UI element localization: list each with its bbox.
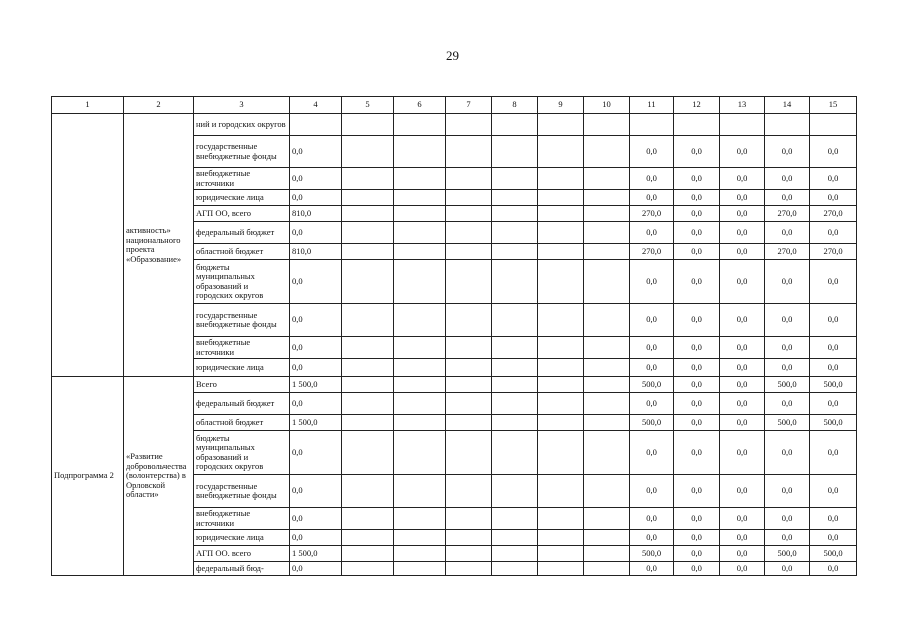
value-cell-13: 0,0 (720, 206, 765, 222)
value-cell-12: 0,0 (674, 206, 720, 222)
funding-source-cell: АГП ОО, всего (194, 206, 290, 222)
value-cell-12: 0,0 (674, 546, 720, 562)
empty-cell (492, 168, 538, 190)
column-header: 14 (765, 97, 810, 114)
empty-cell (446, 475, 492, 508)
empty-cell (446, 508, 492, 530)
empty-cell (492, 337, 538, 359)
value-cell-15: 0,0 (810, 431, 857, 475)
value-cell-15: 500,0 (810, 546, 857, 562)
empty-cell (538, 337, 584, 359)
value-cell-15: 0,0 (810, 393, 857, 415)
column-header: 1 (52, 97, 124, 114)
empty-cell (342, 136, 394, 168)
value-cell-13: 0,0 (720, 168, 765, 190)
empty-cell (394, 475, 446, 508)
value-cell-13: 0,0 (720, 562, 765, 576)
value-cell-4: 1 500,0 (290, 546, 342, 562)
empty-cell (584, 431, 630, 475)
funding-source-cell: федеральный бюджет (194, 222, 290, 244)
table-row (52, 114, 857, 136)
empty-cell (342, 415, 394, 431)
value-cell-11: 0,0 (630, 304, 674, 337)
value-cell-11: 0,0 (630, 508, 674, 530)
empty-cell (584, 546, 630, 562)
value-cell-13: 0,0 (720, 508, 765, 530)
column-header: 10 (584, 97, 630, 114)
value-cell-4: 0,0 (290, 475, 342, 508)
empty-cell (492, 377, 538, 393)
value-cell-14: 500,0 (765, 546, 810, 562)
value-cell-4: 1 500,0 (290, 415, 342, 431)
value-cell-14: 0,0 (765, 222, 810, 244)
value-cell-4: 1 500,0 (290, 377, 342, 393)
value-cell-4: 0,0 (290, 530, 342, 546)
value-cell-4: 0,0 (290, 337, 342, 359)
empty-cell (446, 431, 492, 475)
empty-cell (394, 415, 446, 431)
empty-cell (394, 304, 446, 337)
value-cell-13: 0,0 (720, 136, 765, 168)
value-cell-13: 0,0 (720, 260, 765, 304)
funding-source-cell: юридические лица (194, 359, 290, 377)
value-cell-13: 0,0 (720, 377, 765, 393)
empty-cell (394, 530, 446, 546)
empty-cell (394, 190, 446, 206)
column-header: 6 (394, 97, 446, 114)
value-cell-14: 0,0 (765, 475, 810, 508)
funding-source-cell: внебюджетные источники (194, 337, 290, 359)
value-cell-15: 0,0 (810, 508, 857, 530)
value-cell-11: 0,0 (630, 530, 674, 546)
empty-cell (538, 508, 584, 530)
program-cell: Подпрограмма 2 (52, 377, 124, 576)
value-cell-4 (290, 114, 342, 136)
funding-source-cell: федеральный бюджет (194, 393, 290, 415)
value-cell-11 (630, 114, 674, 136)
empty-cell (538, 546, 584, 562)
empty-cell (492, 415, 538, 431)
value-cell-14: 0,0 (765, 190, 810, 206)
value-cell-4: 810,0 (290, 244, 342, 260)
empty-cell (584, 222, 630, 244)
value-cell-12: 0,0 (674, 304, 720, 337)
empty-cell (492, 206, 538, 222)
empty-cell (446, 377, 492, 393)
empty-cell (394, 546, 446, 562)
empty-cell (342, 337, 394, 359)
value-cell-12: 0,0 (674, 393, 720, 415)
value-cell-15: 0,0 (810, 304, 857, 337)
empty-cell (342, 508, 394, 530)
value-cell-15: 0,0 (810, 136, 857, 168)
table-row (52, 377, 857, 393)
value-cell-15: 0,0 (810, 475, 857, 508)
empty-cell (394, 222, 446, 244)
empty-cell (538, 431, 584, 475)
column-header: 8 (492, 97, 538, 114)
value-cell-14: 0,0 (765, 168, 810, 190)
value-cell-13: 0,0 (720, 431, 765, 475)
empty-cell (492, 244, 538, 260)
empty-cell (492, 136, 538, 168)
empty-cell (538, 260, 584, 304)
funding-source-cell: государственные внебюджетные фонды (194, 475, 290, 508)
empty-cell (584, 206, 630, 222)
value-cell-11: 0,0 (630, 393, 674, 415)
value-cell-11: 0,0 (630, 260, 674, 304)
empty-cell (584, 393, 630, 415)
value-cell-14: 0,0 (765, 260, 810, 304)
value-cell-4: 0,0 (290, 304, 342, 337)
value-cell-12: 0,0 (674, 415, 720, 431)
column-header: 7 (446, 97, 492, 114)
empty-cell (538, 415, 584, 431)
empty-cell (538, 530, 584, 546)
empty-cell (446, 114, 492, 136)
empty-cell (394, 377, 446, 393)
value-cell-4: 0,0 (290, 260, 342, 304)
funding-source-cell: областной бюджет (194, 244, 290, 260)
funding-source-cell: Всего (194, 377, 290, 393)
value-cell-14: 0,0 (765, 431, 810, 475)
empty-cell (492, 562, 538, 576)
empty-cell (584, 190, 630, 206)
funding-source-cell: внебюджетные источники (194, 168, 290, 190)
funding-source-cell: ний и городских округов (194, 114, 290, 136)
value-cell-11: 500,0 (630, 377, 674, 393)
funding-source-cell: федеральный бюд- (194, 562, 290, 576)
value-cell-14: 0,0 (765, 359, 810, 377)
value-cell-15 (810, 114, 857, 136)
value-cell-15: 0,0 (810, 168, 857, 190)
empty-cell (538, 359, 584, 377)
empty-cell (394, 168, 446, 190)
value-cell-13: 0,0 (720, 244, 765, 260)
funding-source-cell: бюджеты муниципальных образований и городских округов (194, 431, 290, 475)
column-header: 11 (630, 97, 674, 114)
empty-cell (394, 337, 446, 359)
value-cell-4: 0,0 (290, 359, 342, 377)
value-cell-4: 0,0 (290, 190, 342, 206)
value-cell-13: 0,0 (720, 337, 765, 359)
value-cell-12: 0,0 (674, 431, 720, 475)
funding-source-cell: бюджеты муниципальных образований и городских округов (194, 260, 290, 304)
value-cell-12: 0,0 (674, 222, 720, 244)
empty-cell (446, 393, 492, 415)
empty-cell (342, 190, 394, 206)
value-cell-14: 0,0 (765, 508, 810, 530)
value-cell-11: 0,0 (630, 222, 674, 244)
value-cell-13 (720, 114, 765, 136)
funding-source-cell: внебюджетные источники (194, 508, 290, 530)
value-cell-11: 270,0 (630, 206, 674, 222)
value-cell-4: 0,0 (290, 222, 342, 244)
funding-source-cell: юридические лица (194, 190, 290, 206)
value-cell-11: 0,0 (630, 168, 674, 190)
value-cell-14: 500,0 (765, 415, 810, 431)
empty-cell (394, 562, 446, 576)
empty-cell (538, 222, 584, 244)
empty-cell (342, 431, 394, 475)
value-cell-13: 0,0 (720, 546, 765, 562)
value-cell-15: 0,0 (810, 260, 857, 304)
empty-cell (492, 530, 538, 546)
value-cell-11: 0,0 (630, 190, 674, 206)
empty-cell (492, 359, 538, 377)
empty-cell (584, 359, 630, 377)
value-cell-14: 500,0 (765, 377, 810, 393)
value-cell-14: 0,0 (765, 136, 810, 168)
empty-cell (446, 337, 492, 359)
empty-cell (584, 136, 630, 168)
empty-cell (584, 530, 630, 546)
value-cell-12 (674, 114, 720, 136)
empty-cell (394, 508, 446, 530)
table-header-row (52, 97, 857, 114)
value-cell-4: 810,0 (290, 206, 342, 222)
column-header: 3 (194, 97, 290, 114)
empty-cell (394, 431, 446, 475)
empty-cell (538, 244, 584, 260)
value-cell-4: 0,0 (290, 393, 342, 415)
funding-source-cell: государственные внебюджетные фонды (194, 304, 290, 337)
value-cell-4: 0,0 (290, 562, 342, 576)
empty-cell (538, 377, 584, 393)
column-header: 13 (720, 97, 765, 114)
value-cell-14: 270,0 (765, 244, 810, 260)
empty-cell (394, 244, 446, 260)
funding-source-cell: юридические лица (194, 530, 290, 546)
empty-cell (394, 114, 446, 136)
value-cell-12: 0,0 (674, 508, 720, 530)
value-cell-13: 0,0 (720, 222, 765, 244)
empty-cell (538, 136, 584, 168)
table-body (52, 114, 857, 576)
value-cell-14: 0,0 (765, 304, 810, 337)
value-cell-14: 0,0 (765, 337, 810, 359)
empty-cell (584, 114, 630, 136)
page-number: 29 (446, 48, 459, 63)
empty-cell (538, 206, 584, 222)
empty-cell (446, 244, 492, 260)
empty-cell (446, 136, 492, 168)
empty-cell (394, 136, 446, 168)
value-cell-14: 0,0 (765, 530, 810, 546)
value-cell-13: 0,0 (720, 475, 765, 508)
value-cell-11: 0,0 (630, 337, 674, 359)
empty-cell (342, 393, 394, 415)
empty-cell (446, 415, 492, 431)
empty-cell (342, 244, 394, 260)
empty-cell (342, 260, 394, 304)
empty-cell (584, 562, 630, 576)
empty-cell (446, 222, 492, 244)
event-name-cell: «Развитие добровольчества (волонтерства) в Орловской области» (124, 377, 194, 576)
empty-cell (538, 168, 584, 190)
column-header: 12 (674, 97, 720, 114)
empty-cell (538, 190, 584, 206)
empty-cell (492, 114, 538, 136)
empty-cell (446, 359, 492, 377)
value-cell-11: 270,0 (630, 244, 674, 260)
column-header: 9 (538, 97, 584, 114)
value-cell-14: 270,0 (765, 206, 810, 222)
value-cell-15: 270,0 (810, 244, 857, 260)
value-cell-12: 0,0 (674, 260, 720, 304)
value-cell-15: 0,0 (810, 337, 857, 359)
value-cell-15: 0,0 (810, 190, 857, 206)
empty-cell (342, 222, 394, 244)
empty-cell (584, 304, 630, 337)
empty-cell (492, 190, 538, 206)
empty-cell (342, 359, 394, 377)
event-name-cell: активность» национального проекта «Образование» (124, 114, 194, 377)
empty-cell (492, 431, 538, 475)
empty-cell (584, 244, 630, 260)
empty-cell (446, 260, 492, 304)
empty-cell (492, 304, 538, 337)
empty-cell (492, 546, 538, 562)
value-cell-15: 500,0 (810, 415, 857, 431)
empty-cell (342, 168, 394, 190)
value-cell-11: 0,0 (630, 562, 674, 576)
empty-cell (446, 562, 492, 576)
value-cell-12: 0,0 (674, 244, 720, 260)
value-cell-14 (765, 114, 810, 136)
value-cell-12: 0,0 (674, 475, 720, 508)
value-cell-11: 0,0 (630, 136, 674, 168)
column-header: 5 (342, 97, 394, 114)
empty-cell (538, 562, 584, 576)
empty-cell (492, 475, 538, 508)
empty-cell (394, 206, 446, 222)
value-cell-11: 0,0 (630, 359, 674, 377)
empty-cell (584, 377, 630, 393)
empty-cell (342, 114, 394, 136)
empty-cell (446, 546, 492, 562)
value-cell-12: 0,0 (674, 190, 720, 206)
funding-source-cell: областной бюджет (194, 415, 290, 431)
value-cell-4: 0,0 (290, 431, 342, 475)
empty-cell (394, 260, 446, 304)
empty-cell (446, 530, 492, 546)
value-cell-11: 500,0 (630, 415, 674, 431)
value-cell-12: 0,0 (674, 562, 720, 576)
value-cell-12: 0,0 (674, 377, 720, 393)
funding-source-cell: АГП ОО. всего (194, 546, 290, 562)
value-cell-13: 0,0 (720, 415, 765, 431)
column-header: 4 (290, 97, 342, 114)
value-cell-12: 0,0 (674, 359, 720, 377)
program-cell (52, 114, 124, 377)
empty-cell (342, 206, 394, 222)
budget-table (51, 96, 857, 576)
funding-source-cell: государственные внебюджетные фонды (194, 136, 290, 168)
value-cell-12: 0,0 (674, 168, 720, 190)
empty-cell (342, 475, 394, 508)
empty-cell (446, 304, 492, 337)
empty-cell (584, 475, 630, 508)
value-cell-14: 0,0 (765, 562, 810, 576)
empty-cell (538, 393, 584, 415)
value-cell-4: 0,0 (290, 168, 342, 190)
value-cell-13: 0,0 (720, 304, 765, 337)
value-cell-15: 0,0 (810, 530, 857, 546)
empty-cell (342, 530, 394, 546)
empty-cell (492, 260, 538, 304)
empty-cell (446, 190, 492, 206)
value-cell-13: 0,0 (720, 359, 765, 377)
empty-cell (584, 260, 630, 304)
value-cell-11: 0,0 (630, 431, 674, 475)
empty-cell (492, 508, 538, 530)
empty-cell (492, 222, 538, 244)
value-cell-12: 0,0 (674, 337, 720, 359)
value-cell-15: 0,0 (810, 562, 857, 576)
value-cell-15: 0,0 (810, 359, 857, 377)
value-cell-12: 0,0 (674, 136, 720, 168)
empty-cell (394, 393, 446, 415)
empty-cell (584, 168, 630, 190)
value-cell-12: 0,0 (674, 530, 720, 546)
empty-cell (342, 304, 394, 337)
value-cell-15: 270,0 (810, 206, 857, 222)
value-cell-15: 0,0 (810, 222, 857, 244)
value-cell-13: 0,0 (720, 393, 765, 415)
value-cell-11: 0,0 (630, 475, 674, 508)
empty-cell (342, 546, 394, 562)
value-cell-14: 0,0 (765, 393, 810, 415)
empty-cell (584, 415, 630, 431)
empty-cell (538, 304, 584, 337)
value-cell-15: 500,0 (810, 377, 857, 393)
column-header: 15 (810, 97, 857, 114)
empty-cell (584, 508, 630, 530)
empty-cell (342, 562, 394, 576)
empty-cell (342, 377, 394, 393)
column-header: 2 (124, 97, 194, 114)
empty-cell (446, 168, 492, 190)
value-cell-13: 0,0 (720, 530, 765, 546)
empty-cell (538, 114, 584, 136)
empty-cell (446, 206, 492, 222)
empty-cell (538, 475, 584, 508)
value-cell-4: 0,0 (290, 508, 342, 530)
empty-cell (394, 359, 446, 377)
value-cell-4: 0,0 (290, 136, 342, 168)
empty-cell (492, 393, 538, 415)
empty-cell (584, 337, 630, 359)
value-cell-13: 0,0 (720, 190, 765, 206)
value-cell-11: 500,0 (630, 546, 674, 562)
